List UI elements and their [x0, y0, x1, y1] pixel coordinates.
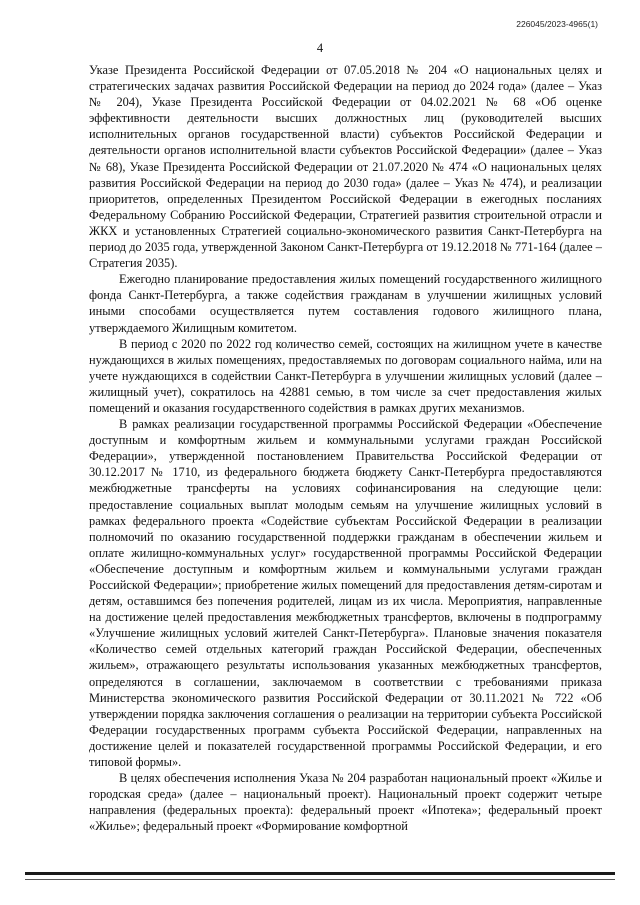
footer-rule-thin — [25, 879, 615, 880]
paragraph-housing-queue: В период с 2020 по 2022 год количество семей, состоящих на жилищном учете в качестве нуждающихся в жилых помещениях, предоставляемых по договорам социального найма, или на учете нуждающихся в содействии Санкт-Петербурга в улучшении жилищных условий (далее – жилищный учет), сократилось на 42881 семью, в том числе за счет предоставления жилых помещений и оказания государственного содействия в рамках других механизмов. — [89, 336, 602, 415]
paragraph-continued: Указе Президента Российской Федерации от 07.05.2018 № 204 «О национальных целях и стратегических задачах развития Российской Федерации на период до 2024 года» (далее – Указ № 204), Указе Президента Российской Федерации от 04.02.2021 № 68 «Об оценке эффективности деятельности высших должностных лиц (руководителей высших исполнительных органов государственной власти) субъектов Российской Федерации и деятельности органов исполнительной власти субъектов Российской Федерации» (далее – Указ № 68), Указе Президента Российской Федерации от 21.07.2020 № 474 «О национальных целях развития Российской Федерации на период до 2030 года» (далее – Указ № 474), и реализации приоритетов, определенных Президентом Российской Федерации в ежегодных посланиях Федеральному Собранию Российской Федерации, Стратегией развития строительной отрасли и ЖКХ и установленных Стратегией социально-экономического развития Санкт-Петербурга на период до 2035 года, утвержденной Законом Санкт-Петербурга от 19.12.2018 № 771-164 (далее – Стратегия 2035). — [89, 63, 602, 271]
footer-rule — [25, 872, 615, 875]
document-registration-number: 226045/2023-4965(1) — [516, 19, 598, 29]
paragraph-state-program: В рамках реализации государственной программы Российской Федерации «Обеспечение доступным и комфортным жильем и коммунальными услугами граждан Российской Федерации», утвержденной постановлением Правительства Российской Федерации от 30.12.2017 № 1710, из федерального бюджета бюджету Санкт-Петербурга предоставляются межбюджетные трансферты на условиях софинансирования на следующие цели: предоставление социальных выплат молодым семьям на улучшение жилищных условий в рамках федерального проекта «Содействие субъектам Российской Федерации в реализации полномочий по оказанию государственной поддержки гражданам в обеспечении жильем и оплате жилищно-коммунальных услуг» государственной программы Российской Федерации «Обеспечение доступным и комфортным жильем и коммунальными услугами граждан Российской Федерации»; приобретение жилых помещений для предоставления детям-сиротам и детям, оставшимся без попечения родителей, лицам из их числа. Мероприятия, направленные на достижение целей предоставления межбюджетных трансфертов, включены в подпрограмму «Улучшение жилищных условий жителей Санкт-Петербурга». Плановые значения показателя «Количество семей отдельных категорий граждан Российской Федерации, обеспеченных жильем», отражающего результаты использования указанных межбюджетных трансфертов, определяются в соглашении, заключаемом в соответствии с требованиями приказа Министерства экономического развития Российской Федерации от 30.11.2021 № 722 «Об утверждении порядка заключения соглашения о реализации на территории субъекта Российской Федерации государственных программ субъекта Российской Федерации, направленных на достижение целей и показателей государственной программы Российской Федерации, и его типовой формы». — [89, 417, 602, 770]
document-body — [89, 62, 602, 835]
page-number: 4 — [316, 41, 324, 55]
paragraph-national-project: В целях обеспечения исполнения Указа № 204 разработан национальный проект «Жилье и городская среда» (далее – национальный проект). Национальный проект содержит четыре направления (федеральных проекта): федеральный проект «Ипотека»; федеральный проект «Жилье»; федеральный проект «Формирование комфортной — [89, 771, 602, 834]
paragraph-housing-planning: Ежегодно планирование предоставления жилых помещений государственного жилищного фонда Санкт-Петербурга, а также содействия гражданам в улучшении жилищных условий иными способами осуществляется путем составления годового жилищного плана, утверждаемого Жилищным комитетом. — [89, 272, 602, 335]
